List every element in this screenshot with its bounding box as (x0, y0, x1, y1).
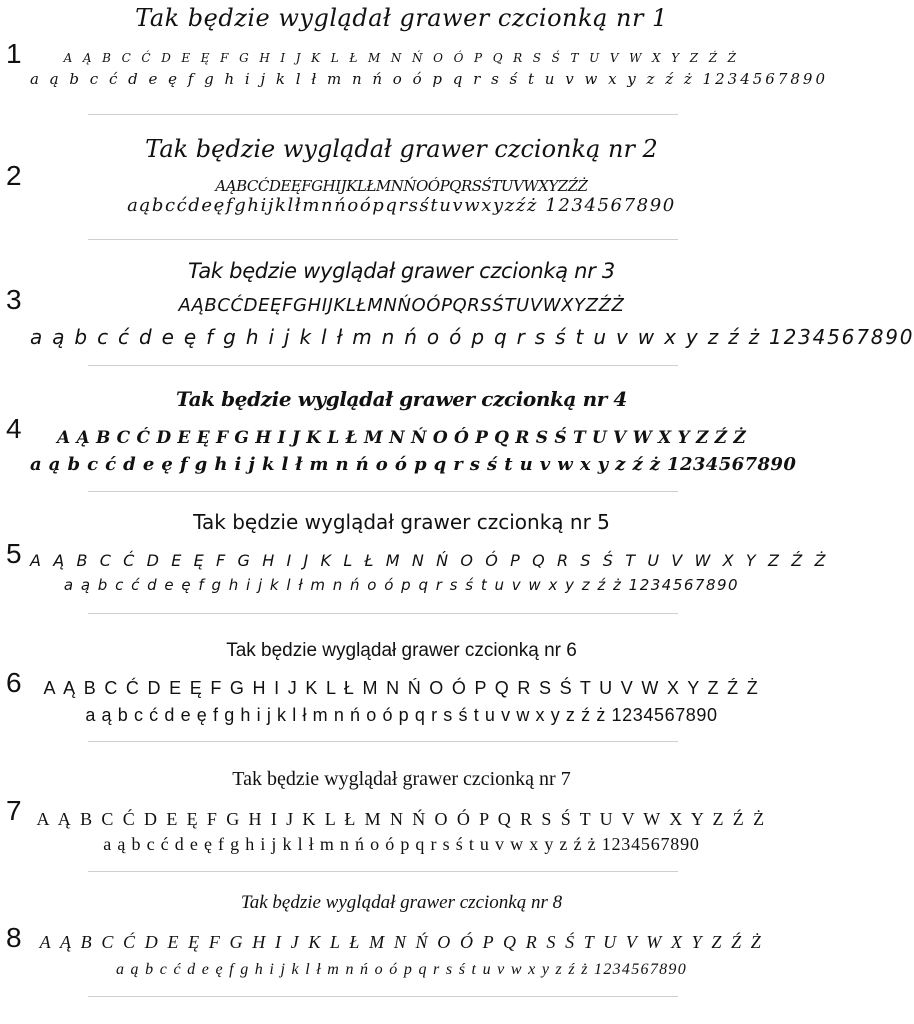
divider (88, 365, 678, 366)
font-sample-7 (0, 744, 781, 876)
uppercase-alphabet: A Ą B C Ć D E Ę F G H I J K L Ł M N Ń O Ó P Q R S Ś T U V W X Y Z Ź Ż (63, 51, 740, 65)
font-sample-4 (0, 370, 797, 495)
sample-number: 7 (6, 795, 22, 826)
sample-number: 2 (6, 160, 22, 191)
sample-title: Tak będzie wyglądał grawer czcionką nr 3 (188, 259, 615, 283)
divider (88, 741, 678, 742)
divider (88, 871, 678, 872)
lowercase-alphabet-digits: a ą b c ć d e ę f g h i j k l ł m n ń o ó p q r s ś t u v w x y z ź ż 1234567890 (103, 834, 700, 854)
sample-title: Tak będzie wyglądał grawer czcionką nr 4 (176, 387, 627, 411)
lowercase-alphabet-digits: a ą b c ć d e ę f g h i j k l ł m n ń o ó p q r s ś t u v w x y z ź ż 1234567890 (30, 454, 797, 475)
sample-number: 8 (6, 922, 22, 953)
sample-title: Tak będzie wyglądał grawer czcionką nr 1 (135, 4, 668, 32)
lowercase-alphabet-digits: a ą b c ć d e ę f g h i j k l ł m n ń o ó p q r s ś t u v w x y z ź ż 1234567890 (30, 325, 914, 349)
font-sample-5 (0, 495, 830, 620)
divider (88, 613, 678, 614)
uppercase-alphabet: A Ą B C Ć D E Ę F G H I J K L Ł M N Ń O Ó P Q R S Ś T U V W X Y Z Ź Ż (30, 551, 830, 570)
uppercase-alphabet: A Ą B C Ć D E Ę F G H I J K L Ł M N Ń O Ó P Q R S Ś T U V W X Y Z Ź Ż (39, 932, 764, 952)
sample-title: Tak będzie wyglądał grawer czcionką nr 8 (240, 892, 563, 913)
sample-number: 4 (6, 413, 22, 444)
divider (88, 491, 678, 492)
font-sample-1 (0, 0, 828, 120)
uppercase-alphabet: A Ą B C Ć D E Ę F G H I J K L Ł M N Ń O Ó P Q R S Ś T U V W X Y Z Ź Ż (43, 678, 760, 698)
font-sample-8 (0, 876, 781, 1024)
sample-title: Tak będzie wyglądał grawer czcionką nr 2 (145, 135, 658, 163)
lowercase-alphabet-digits: a ą b c ć d e ę f g h i j k l ł m n ń o ó p q r s ś t u v w x y z ź ż 1234567890 (63, 576, 740, 594)
uppercase-alphabet: AĄBCĆDEĘFGHIJKLŁMNŃOÓPQRSŚTUVWXYZŹŻ (178, 295, 625, 316)
uppercase-alphabet: A Ą B C Ć D E Ę F G H I J K L Ł M N Ń O Ó P Q R S Ś T U V W X Y Z Ź Ż (36, 809, 767, 829)
divider (88, 996, 678, 997)
sample-number: 6 (6, 667, 22, 698)
lowercase-alphabet-digits: aąbcćdeęfghijklłmnńoópqrsśtuvwxyzźż 1234567890 (127, 195, 676, 216)
divider (88, 239, 678, 240)
divider (88, 114, 678, 115)
sample-title: Tak będzie wyglądał grawer czcionką nr 7 (232, 768, 571, 790)
sample-title: Tak będzie wyglądał grawer czcionką nr 6 (226, 640, 577, 661)
sample-number: 3 (6, 284, 22, 315)
lowercase-alphabet-digits: a ą b c ć d e ę f g h i j k l ł m n ń o ó p q r s ś t u v w x y z ź ż 1234567890 (115, 961, 688, 978)
sample-number: 1 (6, 38, 22, 69)
lowercase-alphabet-digits: a ą b c ć d e ę f g h i j k l ł m n ń o ó p q r s ś t u v w x y z ź ż 1234567890 (30, 70, 828, 88)
uppercase-alphabet: AĄBCĆDEĘFGHIJKLŁMNŃOÓPQRSŚTUVWXYZŹŻ (215, 177, 588, 195)
lowercase-alphabet-digits: a ą b c ć d e ę f g h i j k l ł m n ń o ó p q r s ś t u v w x y z ź ż 1234567890 (85, 705, 718, 725)
sample-title: Tak będzie wyglądał grawer czcionką nr 5 (193, 510, 610, 534)
uppercase-alphabet: A Ą B C Ć D E Ę F G H I J K L Ł M N Ń O Ó P Q R S Ś T U V W X Y Z Ź Ż (56, 428, 747, 448)
font-sample-3 (0, 244, 914, 370)
font-sample-6 (0, 620, 781, 744)
sample-number: 5 (6, 538, 22, 569)
font-sample-2 (0, 120, 781, 244)
